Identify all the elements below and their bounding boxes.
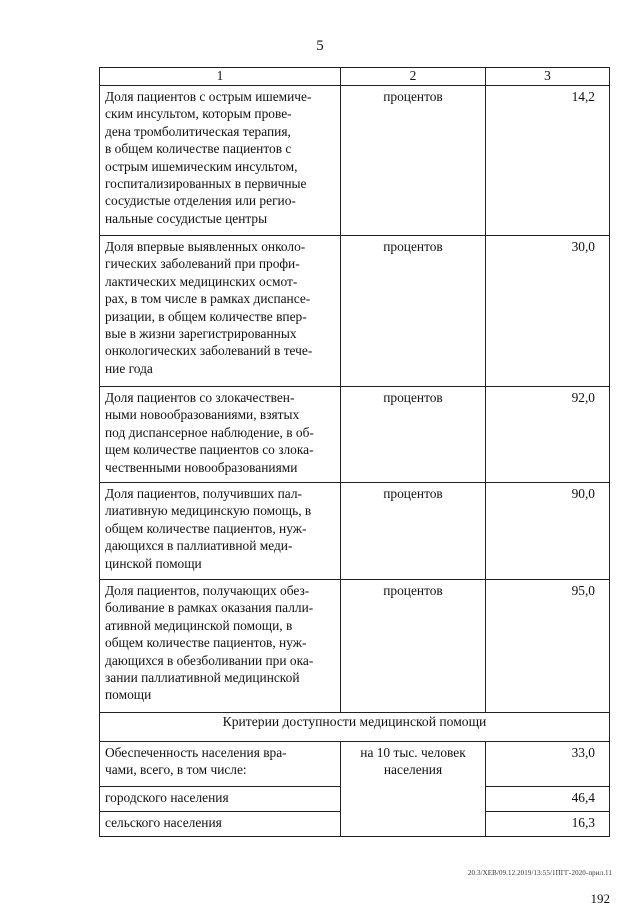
unit-label: на 10 тыс. человек населения — [360, 745, 466, 777]
indicator-label: городского населения — [105, 790, 229, 805]
indicator-value: 33,0 — [571, 745, 595, 760]
indicator-value: 95,0 — [571, 583, 595, 598]
unit-label: процентов — [383, 239, 443, 254]
value-cell — [486, 580, 610, 713]
indicator-label-cell — [100, 812, 341, 837]
indicator-label: Обеспеченность населения вра- чами, всего, в том числе: — [105, 745, 287, 778]
value-cell — [486, 387, 610, 483]
indicator-value: 14,2 — [571, 89, 595, 104]
indicator-label-cell — [100, 387, 341, 483]
value-cell — [486, 86, 610, 236]
page-number: 5 — [316, 38, 324, 54]
section-title-cell — [100, 713, 610, 742]
indicator-value: 30,0 — [571, 239, 595, 254]
indicator-label: Доля пациентов с острым ишемиче- ским инсультом, которым прове- дена тромболитическая терапия, в общем количестве пациентов с острым ишемическим инсультом, госпитализированных в первичные сосудистые отделения или регио- нальные сосудистые центры — [105, 89, 312, 226]
indicator-value: 46,4 — [571, 790, 595, 805]
value-cell — [486, 742, 610, 787]
indicators-table — [99, 67, 610, 837]
column-header-2: 2 — [341, 68, 486, 86]
unit-label: процентов — [383, 486, 443, 501]
indicator-label-cell — [100, 483, 341, 580]
unit-cell — [341, 483, 486, 580]
indicator-value: 92,0 — [571, 390, 595, 405]
unit-cell — [341, 86, 486, 236]
indicator-label: Доля пациентов, получивших пал- лиативную медицинскую помощь, в общем количестве пациентов, нуж- дающихся в паллиативной меди- цинской помощи — [105, 486, 312, 571]
table-header-row — [100, 68, 610, 86]
table-row — [100, 742, 610, 787]
value-cell — [486, 483, 610, 580]
unit-label: процентов — [383, 89, 443, 104]
value-cell — [486, 812, 610, 837]
unit-cell — [341, 580, 486, 713]
indicator-label: сельского населения — [105, 815, 222, 830]
table-row — [100, 483, 610, 580]
unit-cell — [341, 387, 486, 483]
indicator-label-cell — [100, 86, 341, 236]
indicator-label: Доля пациентов, получающих обез- боливание в рамках оказания палли- ативной медицинской помощи, в общем количестве пациентов, нуж- дающихся в обезболивании при ока- зании паллиативной медицинской помощи — [105, 583, 314, 703]
table-row — [100, 387, 610, 483]
table-row — [100, 236, 610, 387]
indicator-label: Доля пациентов со злокачествен- ными новообразованиями, взятых под диспансерное наблюдение, в об- щем количестве пациентов со злока- чественными новообразованиями — [105, 390, 314, 475]
indicator-label-cell — [100, 236, 341, 387]
unit-cell — [341, 236, 486, 387]
value-cell — [486, 787, 610, 812]
unit-label: процентов — [383, 583, 443, 598]
indicator-label-cell — [100, 580, 341, 713]
corner-page-number: 192 — [590, 891, 610, 905]
value-cell — [486, 236, 610, 387]
indicator-label-cell — [100, 742, 341, 787]
unit-cell — [341, 742, 486, 837]
table-row — [100, 580, 610, 713]
document-code: 20.3/ХЕВ/09.12.2019/13:55/1ПГГ-2020-прил.11 — [467, 869, 612, 877]
section-header-row — [100, 713, 610, 742]
indicator-value: 90,0 — [571, 486, 595, 501]
indicator-value: 16,3 — [571, 815, 595, 830]
indicator-label: Доля впервые выявленных онколо- гических заболеваний при профи- лактических медицинских осмот- рах, в том числе в рамках диспансе- ризации, в общем количестве впер- вые в жизни зарегистрированных онкологических заболеваний в тече- ние года — [105, 239, 313, 376]
section-title: Критерии доступности медицинской помощи — [222, 714, 487, 729]
column-header-3: 3 — [486, 68, 610, 86]
column-header-1: 1 — [100, 68, 341, 86]
indicator-label-cell — [100, 787, 341, 812]
unit-label: процентов — [383, 390, 443, 405]
table-row — [100, 86, 610, 236]
